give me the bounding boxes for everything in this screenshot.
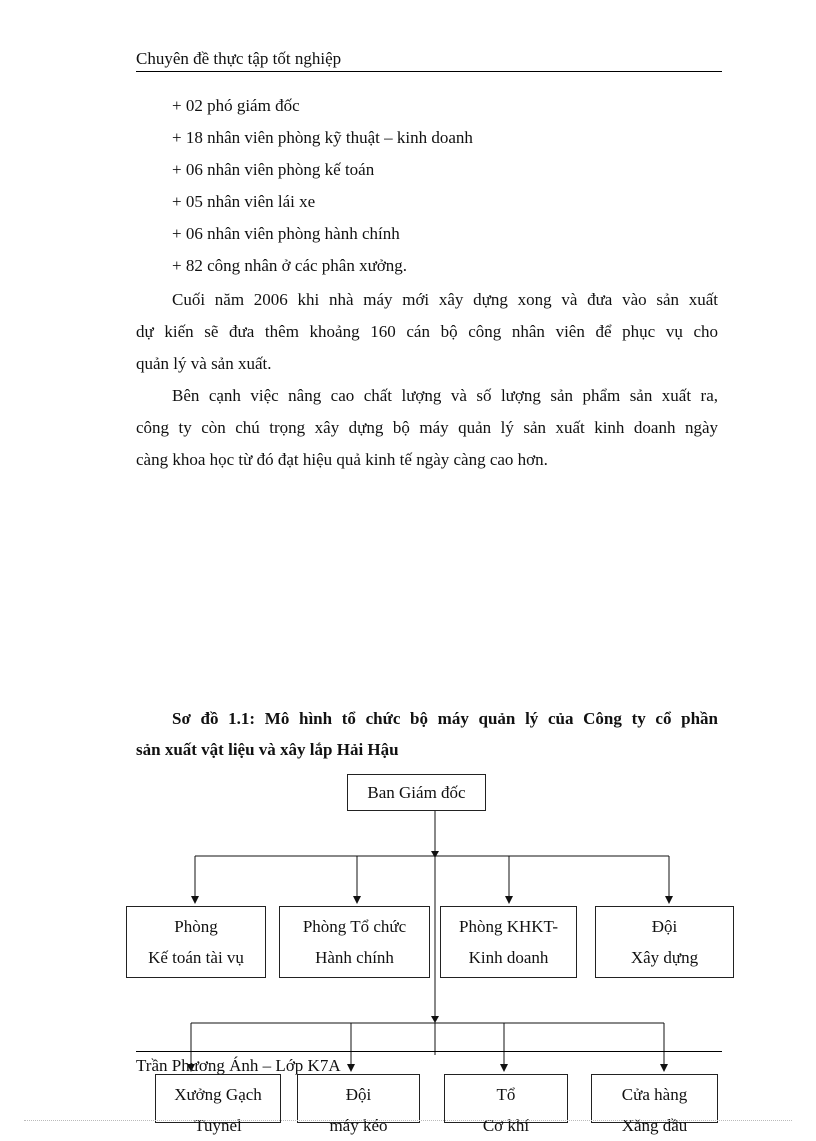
org-box-label: Phòng — [174, 917, 218, 936]
org-box-label: Xưởng Gạch — [174, 1085, 262, 1104]
org-box-label: Ban Giám đốc — [367, 783, 466, 802]
org-box-board — [347, 774, 486, 811]
org-box-tractor-team — [297, 1074, 420, 1135]
org-box-label: Cửa hàng — [621, 1085, 688, 1104]
org-box-label: Xăng dầu — [621, 1116, 688, 1135]
org-box-label: Xây dựng — [630, 948, 699, 967]
org-box-label: Phòng KHKT- — [458, 917, 559, 936]
staff-item: + 82 công nhân ở các phân xưởng. — [172, 256, 408, 275]
staff-item: + 06 nhân viên phòng kế toán — [172, 160, 375, 179]
org-box-fuel-store — [591, 1074, 718, 1135]
org-box-label: Kế toán tài vụ — [148, 948, 244, 967]
paragraph-2-line: Bên cạnh việc nâng cao chất lượng và số lượng sản phẩm sản xuất ra, — [172, 386, 718, 405]
org-box-label: Hành chính — [315, 948, 394, 967]
org-box-brick-workshop — [155, 1074, 281, 1135]
org-box-mechanical — [444, 1074, 568, 1135]
staff-item: + 05 nhân viên lái xe — [172, 192, 316, 211]
staff-item: + 02 phó giám đốc — [172, 96, 300, 115]
org-box-label: Cơ khí — [482, 1116, 530, 1135]
staff-item: + 06 nhân viên phòng hành chính — [172, 224, 400, 243]
page-header-title: Chuyên đề thực tập tốt nghiệp — [136, 49, 342, 68]
staff-item: + 18 nhân viên phòng kỹ thuật – kinh doanh — [172, 128, 473, 147]
paragraph-2-line: công ty còn chú trọng xây dựng bộ máy quản lý sản xuất kinh doanh ngày — [136, 418, 718, 437]
footer-rule — [136, 1051, 722, 1052]
paragraph-2-line: càng khoa học từ đó đạt hiệu quả kinh tế ngày càng cao hơn. — [136, 450, 548, 469]
org-box-label: Đội — [651, 917, 678, 936]
org-box-label: Kinh doanh — [468, 948, 549, 967]
org-box-accounting — [126, 906, 266, 978]
paragraph-1-line: dự kiến sẽ đưa thêm khoảng 160 cán bộ công nhân viên để phục vụ cho — [136, 322, 718, 341]
org-box-label: máy kéo — [329, 1116, 388, 1135]
paragraph-1-line: quản lý và sản xuất. — [136, 354, 272, 373]
org-box-label: Đội — [345, 1085, 372, 1104]
diagram-caption: sản xuất vật liệu và xây lắp Hải Hậu — [136, 740, 399, 759]
paragraph-1-line: Cuối năm 2006 khi nhà máy mới xây dựng xong và đưa vào sản xuất — [172, 290, 718, 309]
page-edge-dots — [24, 1120, 792, 1121]
org-box-admin — [279, 906, 430, 978]
page-footer-author: Trần Phương Ánh – Lớp K7A — [136, 1056, 341, 1075]
org-box-label: Phòng Tổ chức — [302, 917, 407, 936]
org-box-label: Tuynel — [194, 1116, 242, 1135]
diagram-caption: Sơ đồ 1.1: Mô hình tổ chức bộ máy quản lý của Công ty cổ phần — [172, 709, 718, 728]
org-box-construction — [595, 906, 734, 978]
org-box-business — [440, 906, 577, 978]
org-box-label: Tổ — [496, 1085, 516, 1104]
